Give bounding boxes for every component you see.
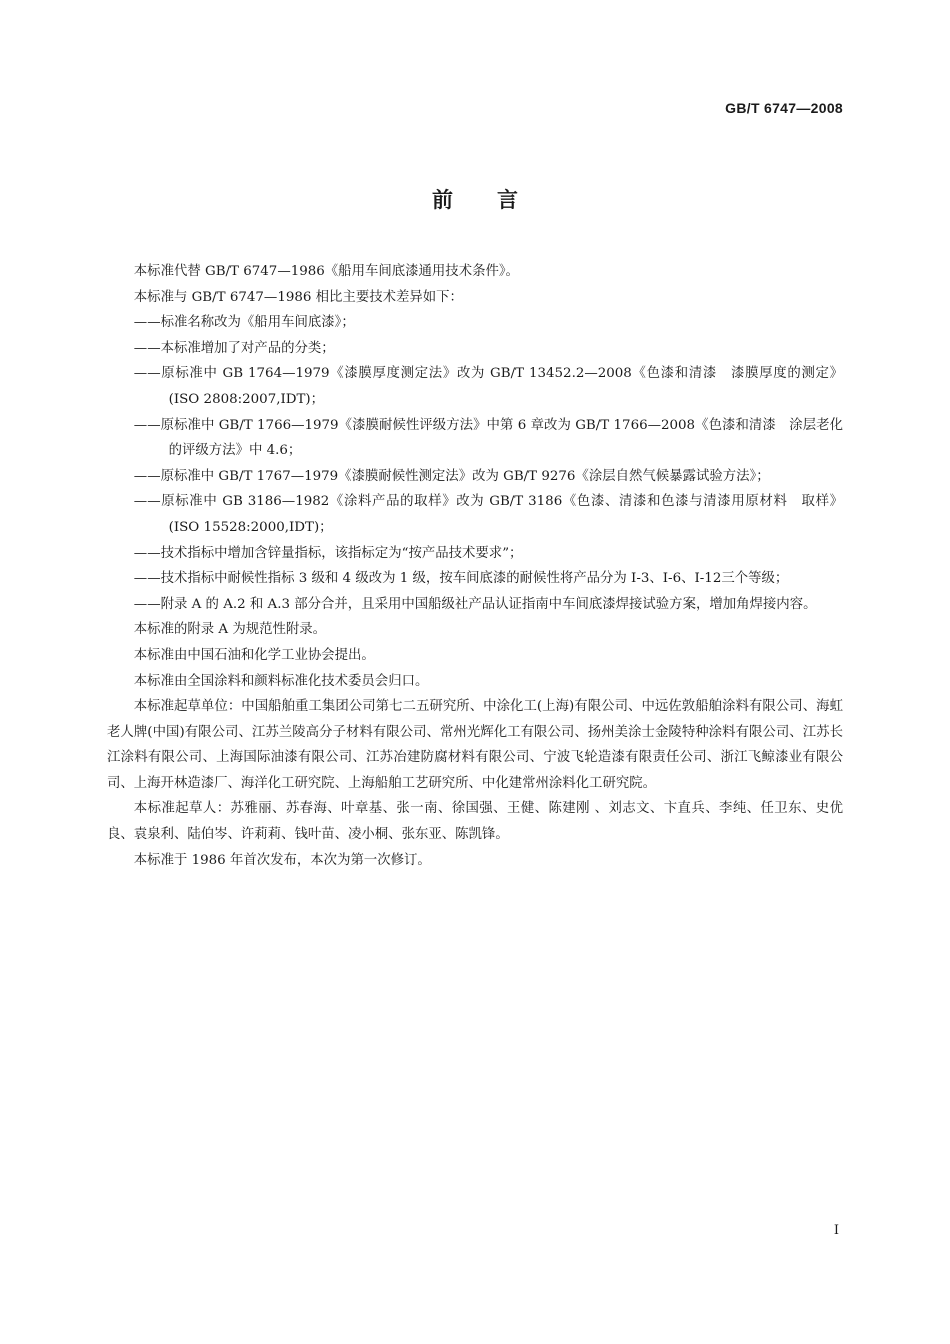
difference-item: ——本标准增加了对产品的分类； [133, 340, 335, 356]
difference-item: ——标准名称改为《船用车间底漆》； [133, 315, 355, 331]
difference-item: ——附录 A 的 A.2 和 A.3 部分合并，且采用中国船级社产品认证指南中车间底漆焊接试验方案，增加角焊接内容。 [133, 596, 817, 612]
page-title: 前言 [432, 188, 562, 212]
paragraph-proposed-by: 本标准由中国石油和化学工业协会提出。 [133, 647, 375, 663]
paragraph-differences-intro: 本标准与 GB/T 6747—1986 相比主要技术差异如下： [133, 289, 463, 305]
difference-item: ——技术指标中耐候性指标 3 级和 4 级改为 1 级，按车间底漆的耐候性将产品分为 Ⅰ-3、Ⅰ-6、Ⅰ-12三个等级； [133, 571, 789, 587]
paragraph-replaces: 本标准代替 GB/T 6747—1986《船用车间底漆通用技术条件》。 [133, 264, 519, 279]
difference-item: ——原标准中 GB 3186—1982《涂料产品的取样》改为 GB/T 3186《色漆、清漆和色漆与清漆用原材料 取样》(ISO 15528:2000,IDT)； [133, 494, 843, 535]
paragraph-annex: 本标准的附录 A 为规范性附录。 [133, 622, 327, 638]
difference-item: ——技术指标中增加含锌量指标，该指标定为“按产品技术要求”； [133, 545, 523, 561]
page-number: I [833, 1223, 839, 1238]
paragraph-drafting-units: 本标准起草单位：中国船舶重工集团公司第七二五研究所、中涂化工(上海)有限公司、中远佐敦船舶涂料有限公司、海虹老人牌(中国)有限公司、江苏兰陵高分子材料有限公司、常州光辉化工有限公司、扬州美涂士金陵特种涂料有限公司、江苏长江涂料有限公司、上海国际油漆有限公司、江苏冶建防腐材料有限公司、宁波飞轮造漆有限责任公司、浙江飞鲸漆业有限公司、上海开林造漆厂、海洋化工研究院、上海船舶工艺研究所、中化建常州涂料化工研究院。 [107, 699, 843, 791]
paragraph-drafters: 本标准起草人：苏雅丽、苏春海、叶章基、张一南、徐国强、王健、陈建刚 、刘志文、卞直兵、李纯、任卫东、史优良、袁泉利、陆伯岑、许莉莉、钱叶苗、凌小桐、张东亚、陈凯锋。 [107, 801, 843, 843]
paragraph-history: 本标准于 1986 年首次发布，本次为第一次修订。 [133, 852, 431, 868]
standard-code: GB/T 6747—2008 [725, 100, 843, 116]
difference-item: ——原标准中 GB/T 1766—1979《漆膜耐候性评级方法》中第 6 章改为 GB/T 1766—2008《色漆和清漆 涂层老化的评级方法》中 4.6； [133, 417, 843, 459]
foreword-body [107, 259, 843, 873]
difference-item: ——原标准中 GB 1764—1979《漆膜厚度测定法》改为 GB/T 13452.2—2008《色漆和清漆 漆膜厚度的测定》(ISO 2808:2007,IDT)； [133, 366, 843, 407]
difference-item: ——原标准中 GB/T 1767—1979《漆膜耐候性测定法》改为 GB/T 9276《涂层自然气候暴露试验方法》； [133, 468, 770, 484]
paragraph-centralized-by: 本标准由全国涂料和颜料标准化技术委员会归口。 [133, 673, 429, 689]
